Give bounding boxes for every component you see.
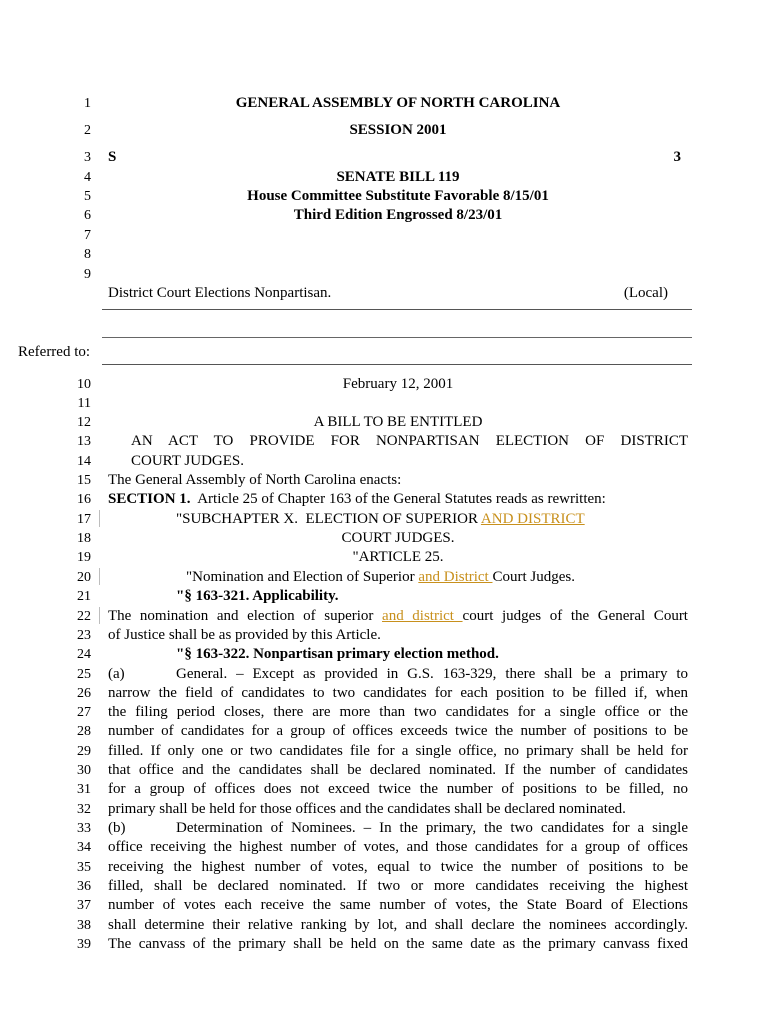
article-heading: "ARTICLE 25. — [352, 549, 444, 565]
section-1 — [108, 490, 688, 509]
line-number: 7 — [84, 228, 91, 243]
nomination-text: "Nomination and Election of Superior — [186, 569, 419, 585]
line-number: 10 — [77, 377, 91, 392]
line-number: 38 — [77, 918, 91, 933]
line-number: 20 — [77, 570, 91, 585]
chamber-code: S — [108, 149, 117, 165]
line-number: 37 — [77, 898, 91, 913]
line-number: 12 — [77, 415, 91, 430]
line-number: 23 — [77, 628, 91, 643]
section-text: Article 25 of Chapter 163 of the General Statutes reads as rewritten: — [190, 491, 606, 507]
subsection-label: (a) — [108, 666, 125, 682]
line-number: 6 — [84, 208, 91, 223]
paragraph-line: of Justice shall be as provided by this Article. — [108, 627, 381, 643]
inserted-text: and District — [418, 569, 493, 585]
paragraph-line: the filing period closes, there are more than two candidates for a single office or the — [108, 704, 688, 720]
nomination-text-end: Court Judges. — [492, 569, 575, 585]
subchapter-text: "SUBCHAPTER X. ELECTION OF SUPERIOR — [176, 511, 481, 527]
paragraph-line: number of candidates for a group of offices exceeds twice the number of positions to be — [108, 723, 688, 739]
line-number: 9 — [84, 267, 91, 282]
change-bar — [99, 510, 100, 527]
text-segment: court judges of the General Court — [462, 608, 688, 624]
line-number: 16 — [77, 492, 91, 507]
change-bar — [99, 607, 100, 624]
line-number: 27 — [77, 705, 91, 720]
line-number: 28 — [77, 724, 91, 739]
short-title: District Court Elections Nonpartisan. — [108, 285, 332, 301]
divider — [102, 337, 692, 338]
line-number: 34 — [77, 840, 91, 855]
section-163-321: "§ 163-321. Applicability. — [176, 588, 339, 604]
subsection-label: (b) — [108, 820, 126, 836]
line-number: 15 — [77, 473, 91, 488]
line-number: 32 — [77, 802, 91, 817]
line-number: 5 — [84, 189, 91, 204]
paragraph-line: filled. If only one or two candidates file for a single office, no primary shall be held for — [108, 743, 688, 759]
line-number: 31 — [77, 782, 91, 797]
line-number: 29 — [77, 744, 91, 759]
local-tag: (Local) — [623, 285, 668, 301]
subsection-a — [108, 665, 688, 684]
inserted-text: and district — [382, 608, 463, 624]
act-title-cont: COURT JUDGES. — [131, 453, 245, 469]
section-163-322: "§ 163-322. Nonpartisan primary election method. — [176, 646, 499, 662]
paragraph-line — [108, 607, 688, 626]
paragraph-line: number of votes each receive the same number of votes, the State Board of Elections — [108, 897, 688, 913]
paragraph-line: The canvass of the primary shall be held on the same date as the primary canvass fixed — [108, 936, 688, 952]
inserted-text: AND DISTRICT — [480, 511, 585, 527]
line-number: 24 — [77, 647, 91, 662]
bill-date: February 12, 2001 — [342, 376, 454, 392]
subchapter-heading-cont: COURT JUDGES. — [341, 530, 455, 546]
line-number: 19 — [77, 550, 91, 565]
divider — [102, 309, 692, 310]
referred-label: Referred to: — [18, 344, 91, 360]
line-number: 1 — [84, 96, 91, 111]
line-number: 4 — [84, 170, 91, 185]
paragraph-line: office receiving the highest number of votes, and those candidates for a group of offices — [108, 839, 688, 855]
line-number: 35 — [77, 860, 91, 875]
paragraph-line: receiving the highest number of votes, equal to twice the number of positions to be — [108, 859, 688, 875]
enacting-clause: The General Assembly of North Carolina enacts: — [108, 472, 402, 488]
nomination-heading — [186, 568, 766, 587]
committee-line: House Committee Substitute Favorable 8/15/01 — [247, 188, 549, 204]
line-number: 14 — [77, 454, 91, 469]
line-number: 11 — [77, 396, 91, 411]
change-bar — [99, 568, 100, 585]
section-label: SECTION 1. — [108, 491, 191, 507]
line-number: 30 — [77, 763, 91, 778]
paragraph-line: narrow the field of candidates to two candidates for each position to be filled if, when — [108, 685, 688, 701]
line-number: 39 — [77, 937, 91, 952]
line-number: 13 — [77, 434, 91, 449]
paragraph-line: that office and the candidates shall be declared nominated. If the number of candidates — [108, 762, 688, 778]
line-number: 33 — [77, 821, 91, 836]
assembly-heading: GENERAL ASSEMBLY OF NORTH CAROLINA — [235, 95, 561, 111]
paragraph-line: primary shall be held for those offices and the candidates shall be declared nominated. — [108, 801, 626, 817]
line-number: 21 — [77, 589, 91, 604]
paragraph-line: filled, shall be declared nominated. If two or more candidates receiving the highest — [108, 878, 688, 894]
paragraph-line: shall determine their relative ranking by lot, and shall declare the nominees accordingly. — [108, 917, 688, 933]
line-number: 17 — [77, 512, 91, 527]
line-number: 22 — [77, 609, 91, 624]
text-segment: The nomination and election of superior — [108, 608, 383, 624]
line-number: 8 — [84, 247, 91, 262]
subchapter-heading — [176, 510, 756, 529]
line-number: 26 — [77, 686, 91, 701]
divider — [102, 364, 692, 365]
entitled-heading: A BILL TO BE ENTITLED — [313, 414, 483, 430]
line-number: 18 — [77, 531, 91, 546]
line-number: 25 — [77, 667, 91, 682]
line-number: 2 — [84, 123, 91, 138]
subsection-text: General. – Except as provided in G.S. 163-329, there shall be a primary to — [176, 666, 688, 682]
bill-number: SENATE BILL 119 — [336, 169, 460, 185]
session-heading: SESSION 2001 — [349, 122, 447, 138]
line-number: 3 — [84, 150, 91, 165]
act-title: AN ACT TO PROVIDE FOR NONPARTISAN ELECTION OF DISTRICT — [131, 433, 688, 449]
paragraph-line: for a group of offices does not exceed twice the number of positions to be filled, no — [108, 781, 688, 797]
line-number: 36 — [77, 879, 91, 894]
subsection-b — [108, 819, 688, 838]
edition-line: Third Edition Engrossed 8/23/01 — [293, 207, 503, 223]
edition-number: 3 — [673, 149, 681, 165]
subsection-text: Determination of Nominees. – In the primary, the two candidates for a single — [176, 820, 688, 836]
